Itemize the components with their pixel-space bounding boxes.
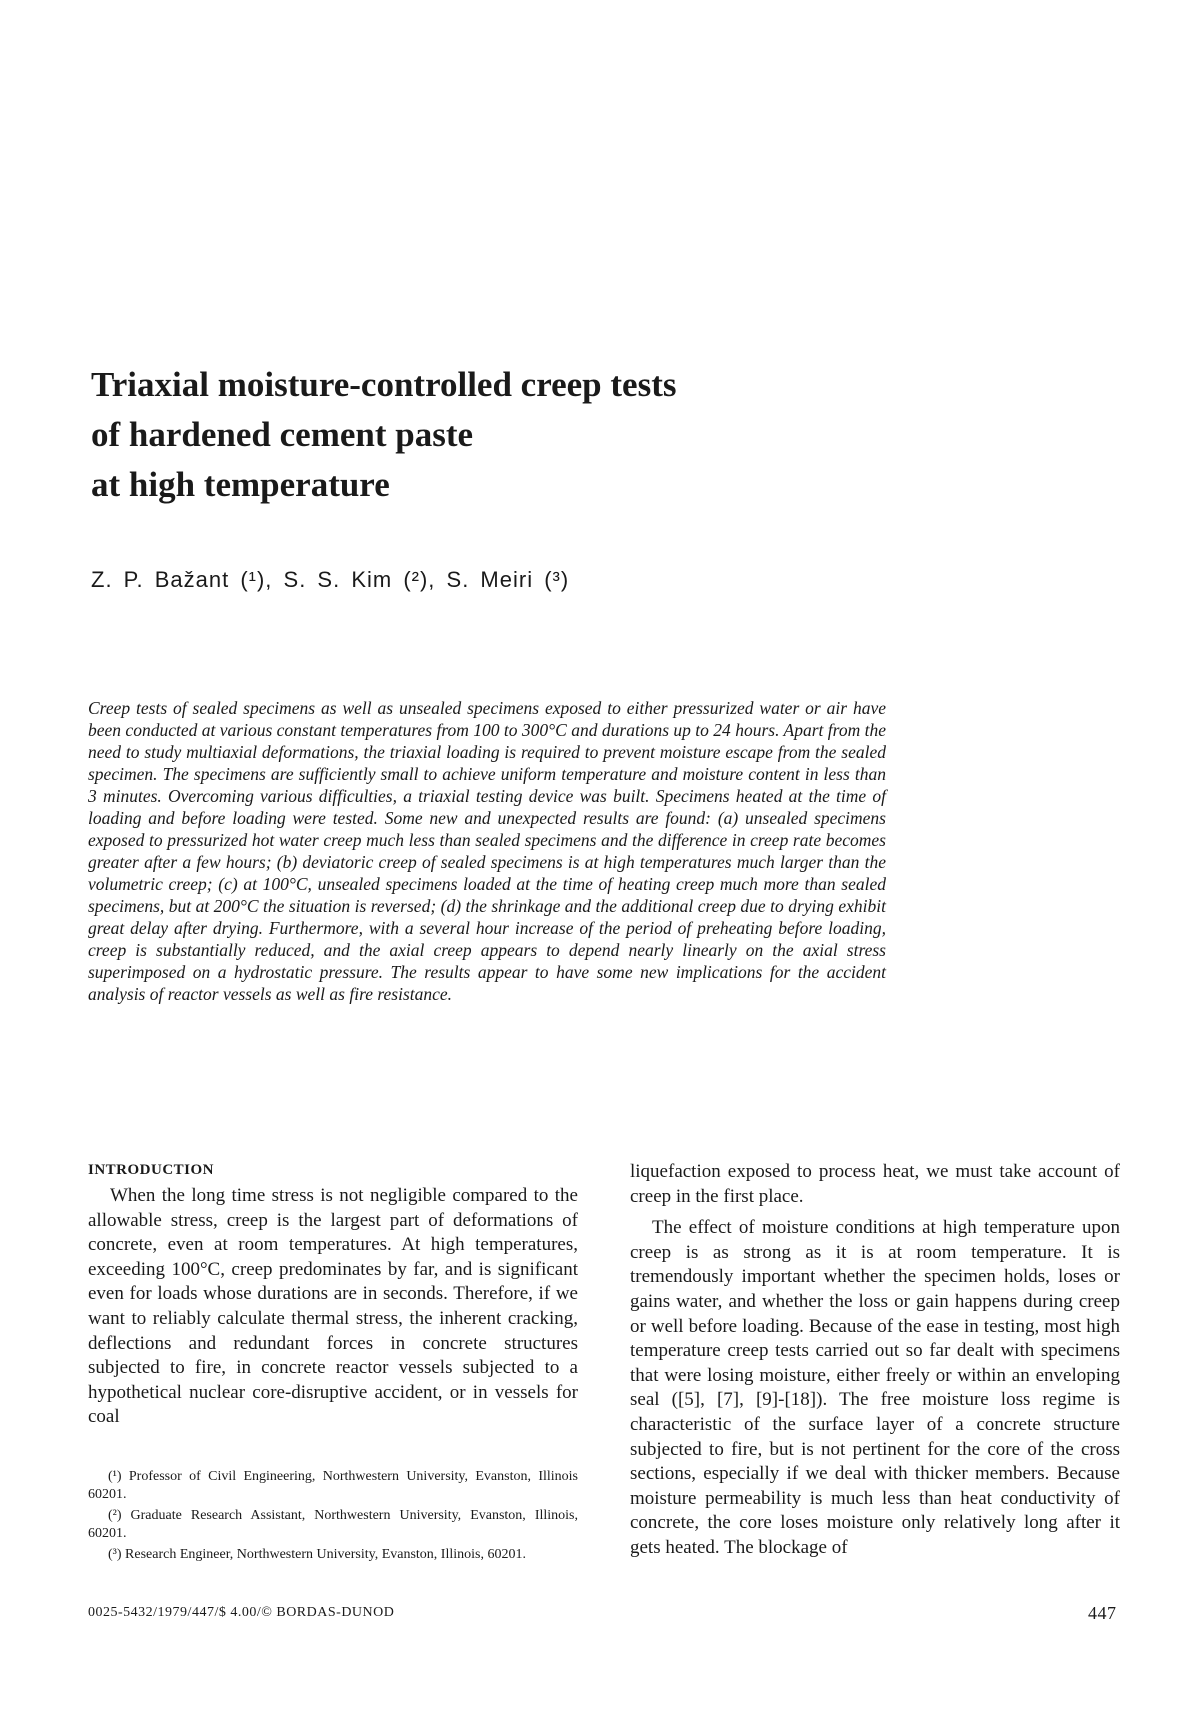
body-paragraph: The effect of moisture conditions at high temperature upon creep is as strong as it is at room temperature. It is tremendously important whether the specimen holds, loses or gains water, and whether the loss or gain happens during creep or well before loading. Because of the ease in testing, most high temperature creep tests carried out so far dealt with specimens that were losing moisture, either freely or within an enveloping seal ([5], [7], [9]-[18]). The free moisture loss regime is characteristic of the surface layer of a concrete structure subjected to fire, but is not pertinent for the core of the cross sections, especially if we deal with thicker members. Because moisture permeability is much less than heat conductivity of concrete, the core loses moisture only relatively long after it gets heated. The blockage of bbox=[630, 1217, 1120, 1558]
title-line: of hardened cement paste bbox=[91, 415, 474, 454]
title-line: at high temperature bbox=[91, 465, 390, 504]
paper-title bbox=[91, 360, 891, 510]
title-line: Triaxial moisture-controlled creep tests bbox=[91, 365, 677, 404]
body-paragraph: liquefaction exposed to process heat, we must take account of creep in the first place. bbox=[630, 1161, 1120, 1207]
section-heading: INTRODUCTION bbox=[88, 1162, 215, 1178]
publisher-code: 0025-5432/1979/447/$ 4.00/© BORDAS-DUNOD bbox=[88, 1605, 395, 1620]
left-column bbox=[88, 1160, 578, 1430]
right-column bbox=[630, 1160, 1120, 1561]
page-number: 447 bbox=[1088, 1603, 1117, 1623]
footnote: (³) Research Engineer, Northwestern University, Evanston, Illinois, 60201. bbox=[108, 1547, 526, 1562]
body-paragraph: When the long time stress is not negligible compared to the allowable stress, creep is the largest part of deformations of concrete, even at room temperatures. At high temperatures, exceeding 100°C, creep predominates by far, and is significant even for loads whose durations are in seconds. Therefore, if we want to reliably calculate thermal stress, the inherent cracking, deflections and redundant forces in concrete structures subjected to fire, in concrete reactor vessels subjected to a hypothetical nuclear core-disruptive accident, or in vessels for coal bbox=[88, 1185, 578, 1428]
footnote: (²) Graduate Research Assistant, Northwestern University, Evanston, Illinois, 60201. bbox=[88, 1508, 578, 1541]
footnote: (¹) Professor of Civil Engineering, Northwestern University, Evanston, Illinois 60201. bbox=[88, 1469, 578, 1502]
footnotes bbox=[88, 1468, 578, 1568]
abstract: Creep tests of sealed specimens as well as unsealed specimens exposed to either pressurized water or air have been conducted at various constant temperatures from 100 to 300°C and durations up to 24 hours. Apart from the need to study multiaxial deformations, the triaxial loading is required to prevent moisture escape from the sealed specimen. The specimens are sufficiently small to achieve uniform temperature and moisture content in less than 3 minutes. Overcoming various difficulties, a triaxial testing device was built. Specimens heated at the time of loading and before loading were tested. Some new and unexpected results are found: (a) unsealed specimens exposed to pressurized hot water creep much less than sealed specimens and the difference in creep rate becomes greater after a few hours; (b) deviatoric creep of sealed specimens is at high temperatures much larger than the volumetric creep; (c) at 100°C, unsealed specimens loaded at the time of heating creep much more than sealed specimens, but at 200°C the situation is reversed; (d) the shrinkage and the additional creep due to drying exhibit great delay after drying. Furthermore, with a several hour increase of the period of preheating before loading, creep is substantially reduced, and the axial creep appears to depend nearly linearly on the axial stress superimposed on a hydrostatic pressure. The results appear to have some new implications for the accident analysis of reactor vessels as well as fire resistance. bbox=[88, 698, 886, 1004]
author-list: Z. P. Bažant (¹), S. S. Kim (²), S. Meiri (³) bbox=[91, 567, 570, 592]
